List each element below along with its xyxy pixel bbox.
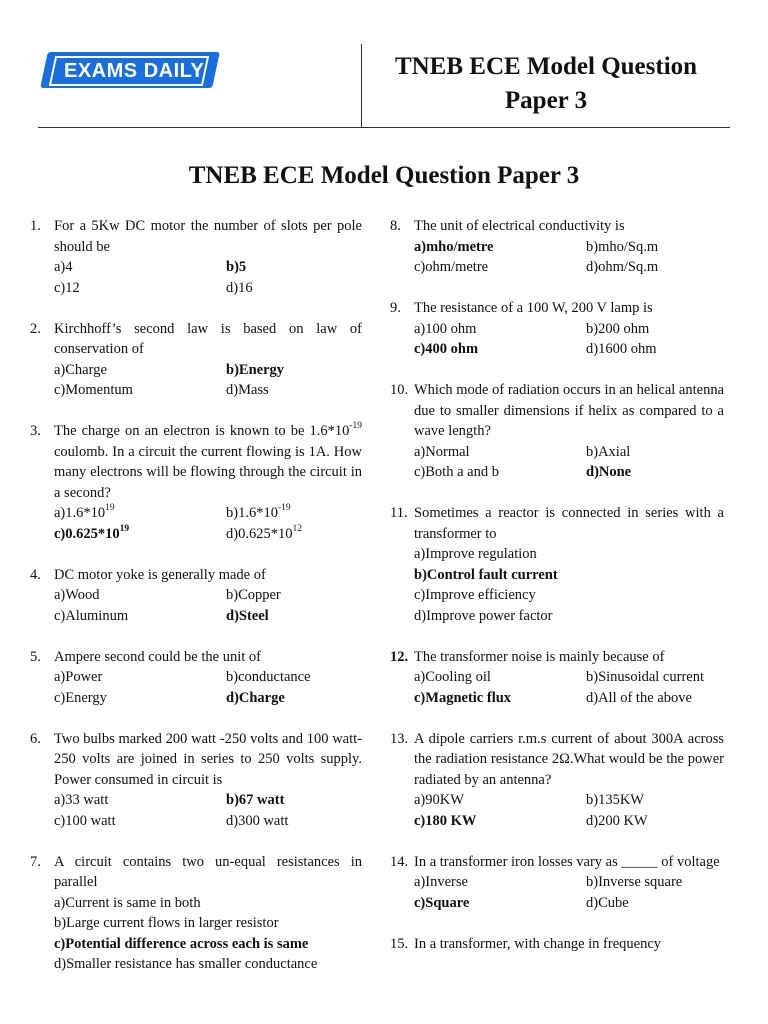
- page-header: [0, 0, 768, 130]
- question-item: [30, 216, 362, 298]
- question-number: 6.: [30, 730, 41, 747]
- answer-option: d)Cube: [586, 894, 629, 911]
- question-text: Sometimes a reactor is connected in series with a transformer to: [414, 505, 724, 542]
- question-number: 7.: [30, 853, 41, 870]
- answer-option: a)90KW: [414, 792, 464, 808]
- answer-option: a)Normal: [414, 443, 470, 460]
- correct-answer-option: b)Energy: [226, 361, 284, 378]
- question-item: [30, 319, 362, 401]
- answer-option: a)4: [54, 259, 73, 275]
- question-item: [390, 647, 724, 709]
- question-item: [30, 729, 362, 832]
- correct-answer-option: c)Magnetic flux: [414, 689, 512, 706]
- question-number: 2.: [30, 320, 41, 337]
- question-text: The unit of electrical conductivity is: [414, 218, 625, 234]
- question-text: For a 5Kw DC motor the number of slots per pole should be: [54, 218, 362, 255]
- correct-answer-option: c)400 ohm: [414, 341, 479, 357]
- correct-answer-option: b)5: [226, 259, 247, 275]
- question-item: [30, 565, 362, 627]
- question-number: 8.: [390, 218, 401, 234]
- answer-option: d)16: [226, 279, 253, 296]
- question-item: [390, 298, 724, 360]
- correct-answer-option: $c)0.625*10^{19}$: [54, 523, 130, 542]
- question-item: [30, 421, 362, 544]
- question-item: [390, 216, 724, 278]
- options: [414, 872, 724, 913]
- answer-option: d)300 watt: [226, 812, 289, 829]
- question-text: Ampere second could be the unit of: [54, 648, 261, 665]
- question-number: 3.: [30, 423, 41, 439]
- question-number: 5.: [30, 648, 41, 665]
- options: [414, 237, 724, 278]
- answer-option: b)Axial: [586, 443, 631, 460]
- options: [54, 360, 362, 401]
- options: [414, 442, 724, 483]
- correct-answer-option: c)Square: [414, 894, 470, 911]
- answer-option: b)200 ohm: [586, 320, 650, 337]
- answer-option: c)Energy: [54, 689, 107, 706]
- correct-answer-option: a)mho/metre: [414, 238, 494, 255]
- page-title: TNEB ECE Model Question Paper 3: [188, 162, 580, 189]
- options: [414, 667, 724, 708]
- question-text: In a transformer, with change in frequency: [414, 935, 662, 952]
- header-divider-horizontal: [38, 127, 730, 128]
- question-number: 4.: [30, 566, 41, 583]
- answer-option: a)Cooling oil: [414, 669, 491, 685]
- exams-daily-logo: [44, 52, 216, 92]
- logo-text-daily: DAILY: [143, 60, 205, 82]
- answer-option: b)Copper: [226, 587, 281, 603]
- answer-option: a)Inverse: [414, 874, 468, 890]
- options: [54, 667, 362, 708]
- question-item: [30, 647, 362, 709]
- answer-option: d)200 KW: [586, 812, 648, 829]
- correct-answer-option: b)67 watt: [226, 792, 285, 808]
- answer-option: d)1600 ohm: [586, 341, 657, 357]
- answer-option: $d)0.625*10^{12}$: [226, 523, 302, 542]
- question-item: [390, 380, 724, 483]
- question-text: Which mode of radiation occurs in an helical antenna due to smaller dimensions if helix as compared to a wave length?: [414, 382, 725, 439]
- answer-option: b)Inverse square: [586, 874, 683, 890]
- answer-option: d)ohm/Sq.m: [586, 259, 659, 275]
- answer-option: $b)1.6*10^{-19}$: [226, 503, 291, 521]
- options: [414, 319, 724, 360]
- answer-option: c)Improve efficiency: [414, 587, 536, 603]
- question-text: DC motor yoke is generally made of: [54, 566, 266, 583]
- answer-option: a)Charge: [54, 361, 107, 378]
- correct-answer-option: b)Control fault current: [414, 566, 558, 583]
- answer-option: b)Large current flows in larger resistor: [54, 915, 279, 931]
- question-text: A dipole carriers r.m.s current of about 300A across the radiation resistance 2Ω.What would be the power radiated by an antenna?: [414, 730, 724, 788]
- options: [54, 893, 362, 975]
- question-number: 10.: [390, 382, 409, 398]
- question-item: [390, 729, 724, 832]
- header-divider-vertical: [361, 44, 362, 128]
- question-number: 1.: [30, 218, 41, 234]
- question-item: [390, 934, 724, 955]
- answer-option: d)Smaller resistance has smaller conductance: [54, 956, 318, 972]
- answer-option: c)12: [54, 279, 80, 296]
- options: [414, 544, 724, 626]
- correct-answer-option: d)Steel: [226, 607, 269, 624]
- correct-answer-option: d)Charge: [226, 689, 285, 706]
- question-text: Kirchhoff’s second law is based on law of conservation of: [54, 320, 362, 357]
- options: [54, 257, 362, 298]
- answer-option: $a)1.6*10^{19}$: [54, 503, 115, 521]
- correct-answer-option: c)Potential difference across each is same: [54, 935, 309, 952]
- options: [54, 503, 362, 544]
- answer-option: d)Mass: [226, 382, 269, 398]
- question-text: Two bulbs marked 200 watt -250 volts and 100 watt-250 volts are joined in series to 250 volts supply. Power consumed in circuit is: [54, 730, 362, 788]
- answer-option: c)100 watt: [54, 812, 116, 829]
- question-item: [390, 852, 724, 914]
- answer-option: b)135KW: [586, 792, 644, 808]
- options: [54, 790, 362, 831]
- question-text: The transformer noise is mainly because of: [414, 648, 665, 665]
- right-column: [390, 216, 724, 975]
- answer-option: a)Current is same in both: [54, 894, 201, 911]
- answer-option: b)conductance: [226, 669, 311, 685]
- options: [414, 790, 724, 831]
- answer-option: c)Momentum: [54, 382, 133, 398]
- answer-option: a)100 ohm: [414, 320, 477, 337]
- question-text: The charge on an electron is known to be $1.6*10^{-19}$ coulomb. In a circuit the current flowing is 1A. How many electrons will be flowing through the circuit in a second?: [54, 421, 362, 501]
- question-text: The resistance of a 100 W, 200 V lamp is: [414, 300, 653, 316]
- left-column: [30, 216, 362, 995]
- answer-option: b)mho/Sq.m: [586, 238, 659, 255]
- question-text: In a transformer iron losses vary as _____ of voltage: [414, 853, 720, 870]
- question-text: A circuit contains two un-equal resistances in parallel: [54, 853, 362, 890]
- question-number: 13.: [390, 730, 409, 747]
- answer-option: a)Improve regulation: [414, 546, 537, 562]
- correct-answer-option: d)None: [586, 464, 632, 480]
- question-number: 12.: [390, 648, 409, 665]
- header-title: TNEB ECE Model Question Paper 3: [394, 53, 698, 114]
- question-item: [390, 503, 724, 626]
- answer-option: c)Both a and b: [414, 464, 499, 480]
- answer-option: c)Aluminum: [54, 607, 129, 624]
- answer-option: d)Improve power factor: [414, 607, 553, 624]
- answer-option: c)ohm/metre: [414, 259, 489, 275]
- question-number: 11.: [390, 505, 408, 521]
- question-item: [30, 852, 362, 975]
- answer-option: a)33 watt: [54, 792, 109, 808]
- question-number: 14.: [390, 853, 409, 870]
- options: [54, 585, 362, 626]
- answer-option: b)Sinusoidal current: [586, 669, 704, 685]
- answer-option: a)Wood: [54, 587, 100, 603]
- answer-option: d)All of the above: [586, 689, 692, 706]
- answer-option: a)Power: [54, 669, 103, 685]
- question-number: 15.: [390, 935, 409, 952]
- question-number: 9.: [390, 300, 401, 316]
- correct-answer-option: c)180 KW: [414, 812, 477, 829]
- logo-text-exams: EXAMS: [64, 60, 138, 82]
